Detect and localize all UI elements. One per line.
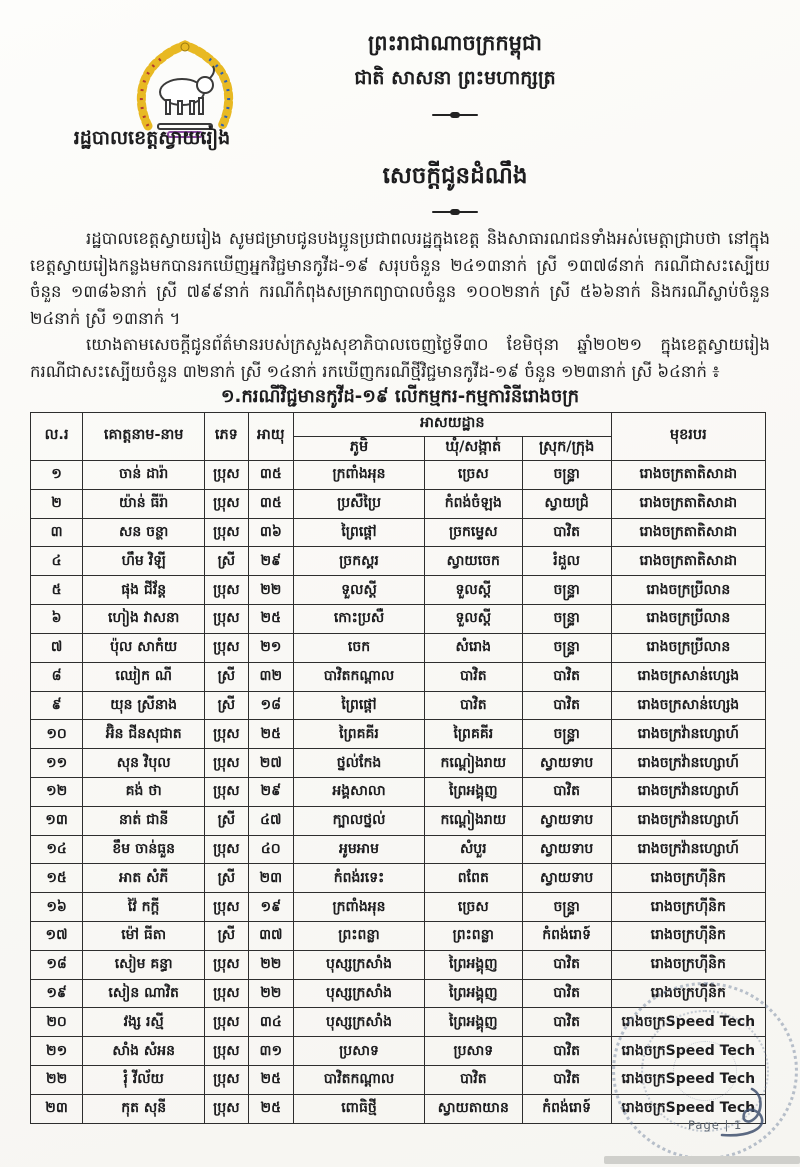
cell-age: ២២ (248, 576, 294, 605)
table-row (31, 979, 766, 1008)
cell-village: បុស្សក្រសាំង (294, 1008, 425, 1037)
pen-signature-mark (712, 1085, 782, 1145)
cell-gender: ប្រុស (205, 1037, 248, 1066)
table-row (31, 720, 766, 749)
table-row (31, 950, 766, 979)
page-number-label: Page | 1 (688, 1118, 743, 1132)
cell-occupation: រោងចក្រតាតិសាដា (611, 547, 765, 576)
cell-occupation: រោងចក្រសាន់ហ្សេង (611, 662, 765, 691)
scan-artifact-bar (604, 1156, 800, 1164)
cell-no: ៤ (31, 547, 83, 576)
cell-commune: កណ្តៀងរាយ (424, 806, 522, 835)
table-row (31, 1008, 766, 1037)
update-paragraph-text: យោងតាមសេចក្តីជូនព័ត៌មានរបស់ក្រសួងសុខាភិបាលចេញថ្ងៃទី៣០ ខែមិថុនា ឆ្នាំ២០២១ ក្នុងខេត្តស្វាយរៀង ករណីជាសះស្បើយចំនួន ៣២នាក់ ស្រី ១៤នាក់ រកឃើញករណីថ្មីវិជ្ជមានកូវីដ-១៩ ចំនួន ១២៣នាក់ ស្រី ៦៤នាក់ ៖ (30, 335, 770, 381)
table-row (31, 1037, 766, 1066)
cell-district: ស្វាយទាប (522, 806, 611, 835)
cell-commune: បាវិត (424, 662, 522, 691)
cell-occupation: រោងចក្រហ៊ីនិក (611, 950, 765, 979)
cell-age: ៣៥ (248, 489, 294, 518)
cell-commune: ប្រសាទ (424, 1037, 522, 1066)
cell-no: ១៥ (31, 864, 83, 893)
cell-commune: ស្វាយចេក (424, 547, 522, 576)
cell-district: ចន្ទ្រា (522, 893, 611, 922)
cell-gender: ប្រុស (205, 1066, 248, 1095)
col-header-occupation: មុខរបរ (611, 413, 765, 461)
cell-commune: ច្រេស (424, 893, 522, 922)
col-header-commune: ឃុំ/សង្កាត់ (424, 437, 522, 461)
col-header-gender: ភេទ (205, 413, 248, 461)
cell-gender: ប្រុស (205, 461, 248, 490)
cell-commune: ព្រៃអង្គុញ (424, 777, 522, 806)
cell-district: បាវិត (522, 1037, 611, 1066)
cell-age: ២៣ (248, 864, 294, 893)
cell-name: ហៀង វាសនា (83, 605, 205, 634)
cell-no: ១០ (31, 720, 83, 749)
cell-commune: ទួលស្តី (424, 576, 522, 605)
cell-no: ១៤ (31, 835, 83, 864)
cell-district: ចន្ទ្រា (522, 461, 611, 490)
cell-name: ចាន់ ដារ៉ា (83, 461, 205, 490)
cell-age: ៣៦ (248, 518, 294, 547)
cell-occupation: រោងចក្រតាតិសាដា (611, 518, 765, 547)
cell-district: ស្វាយទាប (522, 864, 611, 893)
cell-gender: ប្រុស (205, 777, 248, 806)
cell-occupation: រោងចក្រប្រីលាន (611, 576, 765, 605)
cell-age: ២១ (248, 633, 294, 662)
cell-village: ប្រសាទ (294, 1037, 425, 1066)
cell-commune: ទួលស្តី (424, 605, 522, 634)
cell-name: វង្ស រស្មី (83, 1008, 205, 1037)
cell-district: ចន្ទ្រា (522, 605, 611, 634)
cell-occupation: រោងចក្រSpeed Tech (611, 1094, 765, 1123)
update-paragraph (30, 332, 770, 385)
provincial-administration-name: រដ្ឋបាលខេត្តស្វាយរៀង (73, 127, 231, 149)
cell-gender: ប្រុស (205, 720, 248, 749)
table-row (31, 749, 766, 778)
cell-village: ក្បាលថ្នល់ (294, 806, 425, 835)
cell-occupation: រោងចក្រវ៉ានហ្សោហ៍ (611, 806, 765, 835)
cell-no: ២២ (31, 1066, 83, 1095)
cell-name: សន ចន្ថា (83, 518, 205, 547)
cell-name: កុត សុនី (83, 1094, 205, 1123)
cell-village: បាវិតកណ្តាល (294, 1066, 425, 1095)
cell-age: ២៩ (248, 547, 294, 576)
table-row (31, 518, 766, 547)
cell-village: កោះប្រសឺ (294, 605, 425, 634)
cell-no: ៣ (31, 518, 83, 547)
cell-no: ២៣ (31, 1094, 83, 1123)
table-row (31, 489, 766, 518)
table-row (31, 1066, 766, 1095)
cell-age: ១៩ (248, 893, 294, 922)
cell-name: ហឹម វិឡី (83, 547, 205, 576)
cell-district: បាវិត (522, 1008, 611, 1037)
cell-commune: សំបួរ (424, 835, 522, 864)
cell-age: ២៩ (248, 777, 294, 806)
cell-village: បុស្សក្រសាំង (294, 950, 425, 979)
cell-village: បុស្សក្រសាំង (294, 979, 425, 1008)
cell-age: ២២ (248, 979, 294, 1008)
cell-commune: ពពែត (424, 864, 522, 893)
cell-village: ពោធិថ្មី (294, 1094, 425, 1123)
cell-district: កំពង់រោទ៍ (522, 922, 611, 951)
ornament-divider (430, 108, 480, 122)
cell-age: ២៥ (248, 605, 294, 634)
cell-gender: ប្រុស (205, 950, 248, 979)
cell-village: ក្រពាំងអុន (294, 461, 425, 490)
cell-district: ចន្ទ្រា (522, 633, 611, 662)
cell-no: ១៨ (31, 950, 83, 979)
cell-occupation: រោងចក្រសាន់ហ្សេង (611, 691, 765, 720)
cell-district: បាវិត (522, 691, 611, 720)
cell-commune: បាវិត (424, 691, 522, 720)
cell-occupation: រោងចក្រហ៊ីនិក (611, 979, 765, 1008)
cell-occupation: រោងចក្រតាតិសាដា (611, 461, 765, 490)
cell-occupation: រោងចក្រវ៉ានហ្សោហ៍ (611, 720, 765, 749)
cell-name: ប៉ុល សាកំយ (83, 633, 205, 662)
ornament-divider (430, 205, 480, 219)
cell-gender: ប្រុស (205, 893, 248, 922)
cell-name: សុន វិបុល (83, 749, 205, 778)
cell-gender: ប្រុស (205, 749, 248, 778)
cell-age: ២៥ (248, 1094, 294, 1123)
cell-district: ស្វាយជ្រំ (522, 489, 611, 518)
cell-age: ២២ (248, 950, 294, 979)
cell-commune: ព្រៃអង្គុញ (424, 979, 522, 1008)
cell-no: ៩ (31, 691, 83, 720)
cell-name: សៀម គន្ធា (83, 950, 205, 979)
summary-paragraph (30, 226, 770, 333)
cell-district: រំដួល (522, 547, 611, 576)
cell-name: យុន ស្រីនាង (83, 691, 205, 720)
cell-no: ៧ (31, 633, 83, 662)
cell-age: ៣៥ (248, 461, 294, 490)
cell-village: ទួលស្តី (294, 576, 425, 605)
cell-village: ព្រះពន្លា (294, 922, 425, 951)
cell-district: បាវិត (522, 777, 611, 806)
kingdom-title: ព្រះរាជាណាចក្រកម្ពុជា (367, 31, 542, 55)
cell-name: ឈៀក ណី (83, 662, 205, 691)
cell-district: ចន្ទ្រា (522, 576, 611, 605)
cell-village: អូមអាម (294, 835, 425, 864)
table-row (31, 1094, 766, 1123)
table-row (31, 806, 766, 835)
cell-gender: ស្រី (205, 806, 248, 835)
cell-no: ១៩ (31, 979, 83, 1008)
table-row (31, 605, 766, 634)
cell-name: វ៉ៃ កក្តី (83, 893, 205, 922)
cell-age: ១៨ (248, 691, 294, 720)
cell-village: អង្គសាលា (294, 777, 425, 806)
table-row (31, 893, 766, 922)
col-header-no: ល.រ (31, 413, 83, 461)
cell-age: ៣២ (248, 662, 294, 691)
cell-gender: ប្រុស (205, 489, 248, 518)
cell-occupation: រោងចក្រប្រីលាន (611, 633, 765, 662)
cell-gender: ប្រុស (205, 633, 248, 662)
cell-gender: ប្រុស (205, 835, 248, 864)
table-row (31, 864, 766, 893)
cell-district: បាវិត (522, 979, 611, 1008)
cell-commune: ច្រេស (424, 461, 522, 490)
table-row (31, 777, 766, 806)
cell-district: ស្វាយទាប (522, 835, 611, 864)
cell-commune: ព្រៃអង្គុញ (424, 950, 522, 979)
cell-age: ២៧ (248, 749, 294, 778)
cell-no: ២១ (31, 1037, 83, 1066)
cell-commune: ព្រៃគគីរ (424, 720, 522, 749)
cell-occupation: រោងចក្រប្រីលាន (611, 605, 765, 634)
col-header-village: ភូមិ (294, 437, 425, 461)
cell-name: អាត សំភី (83, 864, 205, 893)
section-heading: ១.ករណីវិជ្ជមានកូវីដ-១៩ លើកម្មករ-កម្មការិនីរោងចក្រ (220, 386, 580, 407)
cell-occupation: រោងចក្រវ៉ានហ្សោហ៍ (611, 749, 765, 778)
cell-commune: កណ្តៀងរាយ (424, 749, 522, 778)
cell-village: កំពង់រទេះ (294, 864, 425, 893)
cell-gender: ប្រុស (205, 1094, 248, 1123)
table-row (31, 461, 766, 490)
cell-district: ស្វាយទាប (522, 749, 611, 778)
national-motto: ជាតិ សាសនា ព្រះមហាក្សត្រ (354, 67, 556, 89)
cell-gender: ស្រី (205, 662, 248, 691)
cell-commune: កំពង់ចំឡង (424, 489, 522, 518)
cell-no: ១៣ (31, 806, 83, 835)
cell-name: ផុង ជីវ័ន្ត (83, 576, 205, 605)
cell-gender: ប្រុស (205, 518, 248, 547)
cell-village: ច្រកស្គរ (294, 547, 425, 576)
cell-village: ចេក (294, 633, 425, 662)
cell-occupation: រោងចក្រSpeed Tech (611, 1008, 765, 1037)
cell-district: បាវិត (522, 1066, 611, 1095)
cell-village: ព្រៃគគីរ (294, 720, 425, 749)
cell-gender: ប្រុស (205, 979, 248, 1008)
cell-district: បាវិត (522, 518, 611, 547)
cell-district: ចន្ទ្រា (522, 720, 611, 749)
cell-gender: ស្រី (205, 864, 248, 893)
col-header-district: ស្រុក/ក្រុង (522, 437, 611, 461)
cell-name: ខឹម ចាន់ធួន (83, 835, 205, 864)
cell-commune: ព្រៃអង្គុញ (424, 1008, 522, 1037)
cell-occupation: រោងចក្រហ៊ីនិក (611, 864, 765, 893)
cell-no: ១៦ (31, 893, 83, 922)
cell-gender: ប្រុស (205, 605, 248, 634)
cell-occupation: រោងចក្រហ៊ីនិក (611, 893, 765, 922)
cell-no: ៦ (31, 605, 83, 634)
cell-occupation: រោងចក្រវ៉ានហ្សោហ៍ (611, 777, 765, 806)
cell-name: នាត់ ជានី (83, 806, 205, 835)
cell-age: ៤៧ (248, 806, 294, 835)
cell-name: ម៉ៅ ធីតា (83, 922, 205, 951)
cell-name: គង់ ថា (83, 777, 205, 806)
cell-age: ២៥ (248, 1066, 294, 1095)
table-row (31, 633, 766, 662)
cell-age: ៤០ (248, 835, 294, 864)
cell-village: ថ្នល់កែង (294, 749, 425, 778)
cell-occupation: រោងចក្រតាតិសាដា (611, 489, 765, 518)
table-row (31, 922, 766, 951)
cell-occupation: រោងចក្រហ៊ីនិក (611, 922, 765, 951)
summary-paragraph-text: រដ្ឋបាលខេត្តស្វាយរៀង សូមជម្រាបជូនបងប្អូនប្រជាពលរដ្ឋក្នុងខេត្ត និងសាធារណជនទាំងអស់មេត្តាជ្រាបថា នៅក្នុងខេត្តស្វាយរៀងកន្លងមកបានរកឃើញអ្នកវិជ្ជមានកូវីដ-១៩ សរុបចំនួន ២៤១៣នាក់ ស្រី ១៣៧៨នាក់ ករណីជាសះស្បើយចំនួន ១៣៨៦នាក់ ស្រី ៧៩៩នាក់ ករណីកំពុងសម្រាកព្យាបាលចំនួន ១០០២នាក់ ស្រី ៥៦៦នាក់ និងករណីស្លាប់ចំនួន ២៤នាក់ ស្រី ១៣នាក់ ។ (30, 229, 770, 329)
cell-district: បាវិត (522, 950, 611, 979)
cell-commune: បាវិត (424, 1066, 522, 1095)
cell-no: ១១ (31, 749, 83, 778)
cell-no: ៥ (31, 576, 83, 605)
cell-name: សាំង សំអន (83, 1037, 205, 1066)
cell-gender: ប្រុស (205, 576, 248, 605)
cell-no: ២០ (31, 1008, 83, 1037)
cell-occupation: រោងចក្រវ៉ានហ្សោហ៍ (611, 835, 765, 864)
cell-district: បាវិត (522, 662, 611, 691)
cell-village: ព្រៃផ្តៅ (294, 691, 425, 720)
cell-gender: ប្រុស (205, 1008, 248, 1037)
cell-village: បាវិតកណ្តាល (294, 662, 425, 691)
col-header-address-group: អាសយដ្ឋាន (294, 413, 612, 437)
cell-age: ៣១ (248, 1037, 294, 1066)
cell-no: ៨ (31, 662, 83, 691)
cell-name: អ៊ិន ជីនសុជាត (83, 720, 205, 749)
cell-no: ២ (31, 489, 83, 518)
col-header-name: គោត្តនាម-នាម (83, 413, 205, 461)
cell-gender: ស្រី (205, 547, 248, 576)
cell-gender: ស្រី (205, 691, 248, 720)
covid-cases-table (30, 412, 766, 1124)
cell-occupation: រោងចក្រSpeed Tech (611, 1066, 765, 1095)
cell-occupation: រោងចក្រSpeed Tech (611, 1037, 765, 1066)
cell-village: ក្រពាំងអុន (294, 893, 425, 922)
cell-no: ១ (31, 461, 83, 490)
cell-commune: ច្រកម្ទេស (424, 518, 522, 547)
cell-age: ២៥ (248, 720, 294, 749)
cell-commune: ព្រះពន្លា (424, 922, 522, 951)
document-title: សេចក្តីជូនដំណឹង (382, 163, 528, 189)
cell-village: ព្រៃផ្តៅ (294, 518, 425, 547)
cell-gender: ស្រី (205, 922, 248, 951)
cell-village: ប្រសឺប្រៃ (294, 489, 425, 518)
cell-age: ៣៧ (248, 922, 294, 951)
col-header-age: អាយុ (248, 413, 294, 461)
cell-name: យ៉ាន់ ធីរ៉ា (83, 489, 205, 518)
cell-district: កំពង់រោទ៍ (522, 1094, 611, 1123)
cell-no: ១៧ (31, 922, 83, 951)
table-row (31, 547, 766, 576)
cell-commune: សំរោង (424, 633, 522, 662)
cell-commune: ស្វាយតាយាន (424, 1094, 522, 1123)
cell-age: ៣៤ (248, 1008, 294, 1037)
cell-name: សៀន ណាវិត (83, 979, 205, 1008)
cell-name: រ៉ំ វីល័យ (83, 1066, 205, 1095)
table-row (31, 691, 766, 720)
cell-no: ១២ (31, 777, 83, 806)
table-row (31, 576, 766, 605)
table-row (31, 662, 766, 691)
table-row (31, 835, 766, 864)
